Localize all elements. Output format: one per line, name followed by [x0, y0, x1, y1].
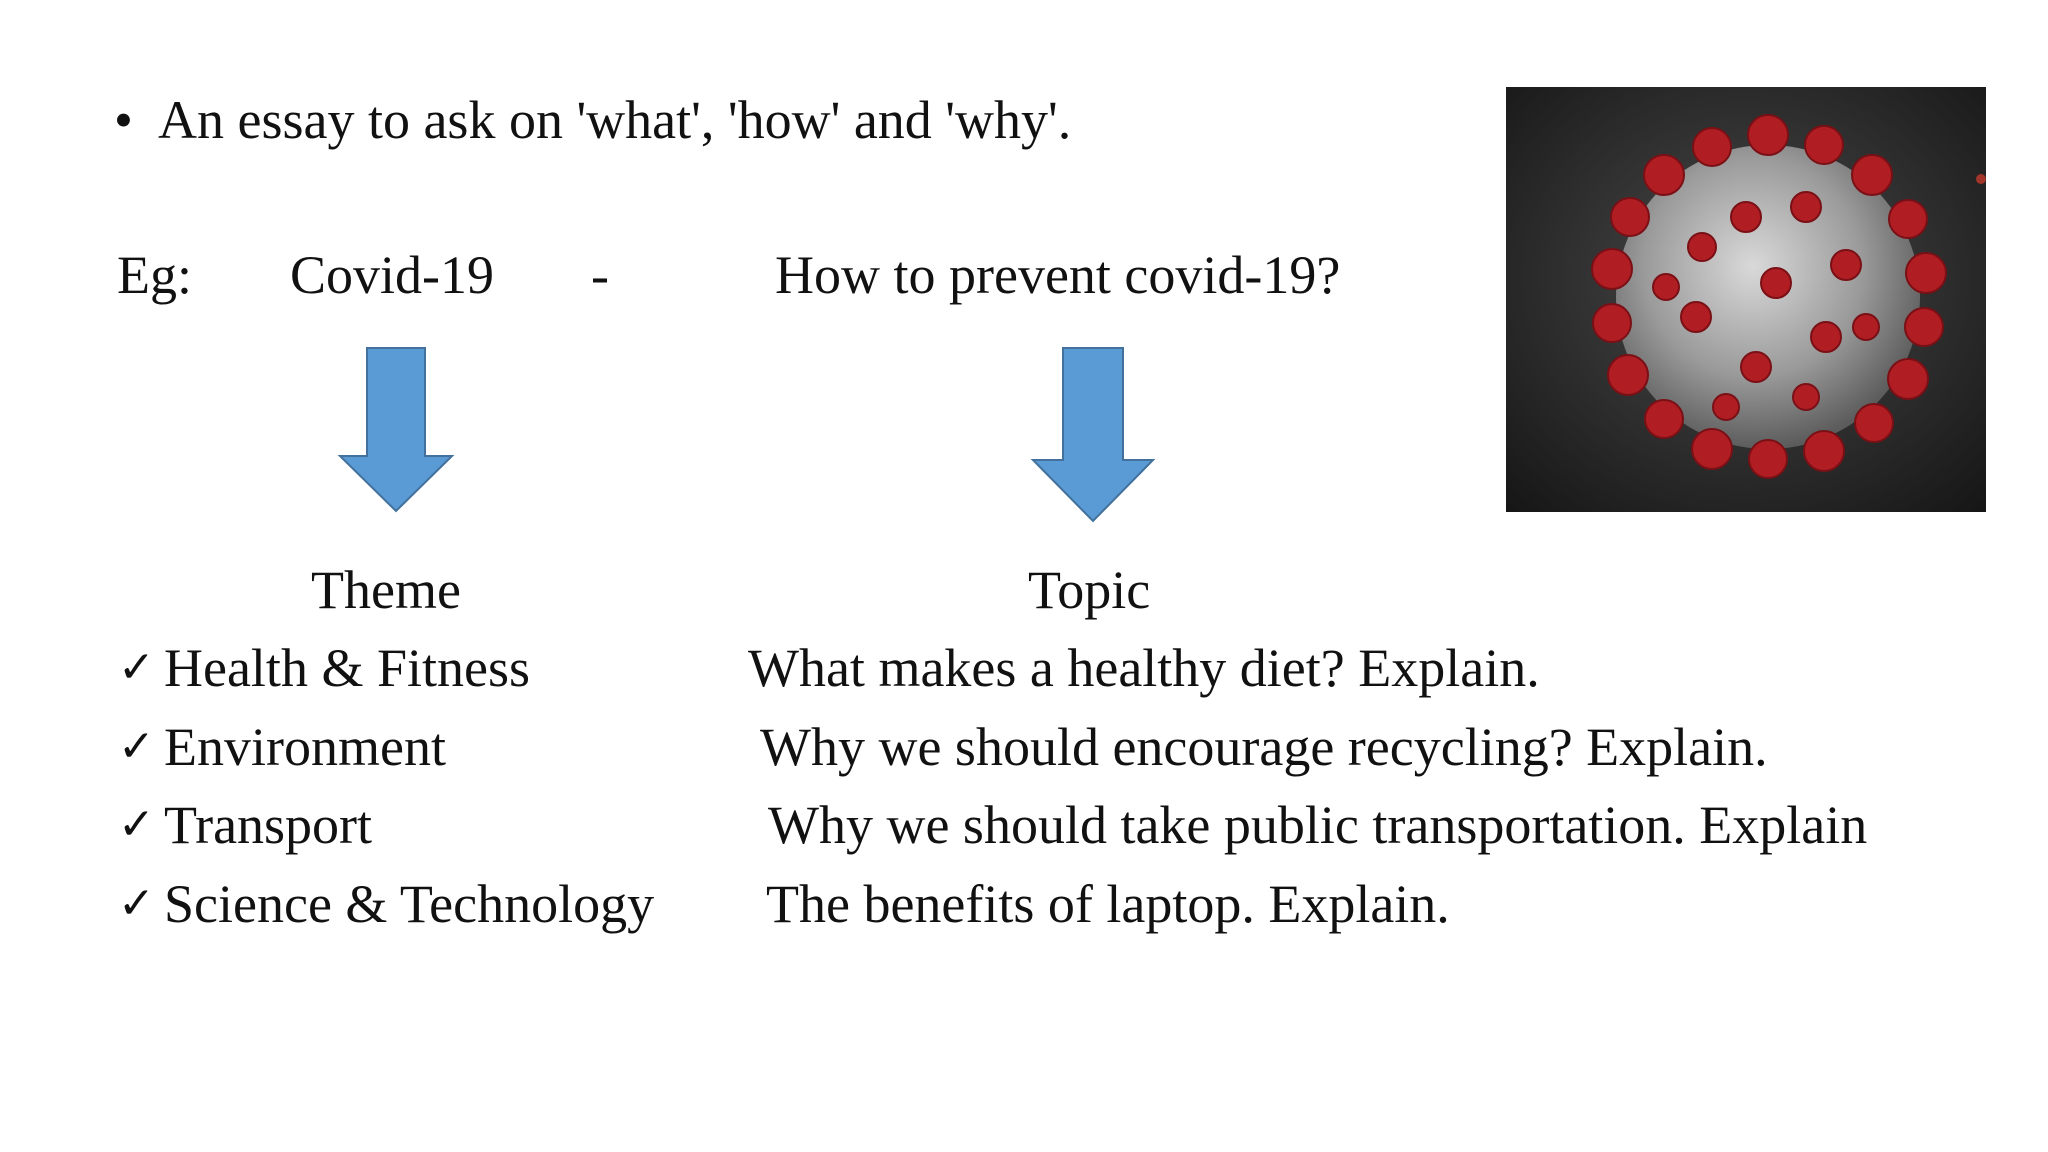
check-icon: ✓	[118, 799, 155, 850]
example-theme: Covid-19	[290, 245, 495, 305]
topic-item: Why we should encourage recycling? Explain.	[760, 717, 1768, 777]
check-icon: ✓	[118, 721, 155, 772]
down-arrow-theme-icon	[337, 346, 455, 514]
theme-item: Science & Technology	[164, 874, 655, 934]
coronavirus-image	[1506, 87, 1986, 512]
bullet-text: An essay to ask on 'what', 'how' and 'why'.	[158, 90, 1072, 150]
theme-item: Health & Fitness	[164, 638, 530, 698]
theme-item: Environment	[164, 717, 446, 777]
example-dash: -	[591, 245, 609, 305]
example-topic: How to prevent covid-19?	[775, 245, 1341, 305]
theme-item: Transport	[164, 795, 373, 855]
theme-header: Theme	[311, 560, 461, 620]
topic-header: Topic	[1028, 560, 1151, 620]
check-icon: ✓	[118, 878, 155, 929]
check-icon: ✓	[118, 642, 155, 693]
topic-item: The benefits of laptop. Explain.	[766, 874, 1450, 934]
topic-item: What makes a healthy diet? Explain.	[748, 638, 1540, 698]
bullet-dot: •	[114, 90, 133, 150]
example-label: Eg:	[117, 245, 192, 305]
down-arrow-topic-icon	[1030, 346, 1156, 524]
topic-item: Why we should take public transportation. Explain	[768, 795, 1868, 855]
